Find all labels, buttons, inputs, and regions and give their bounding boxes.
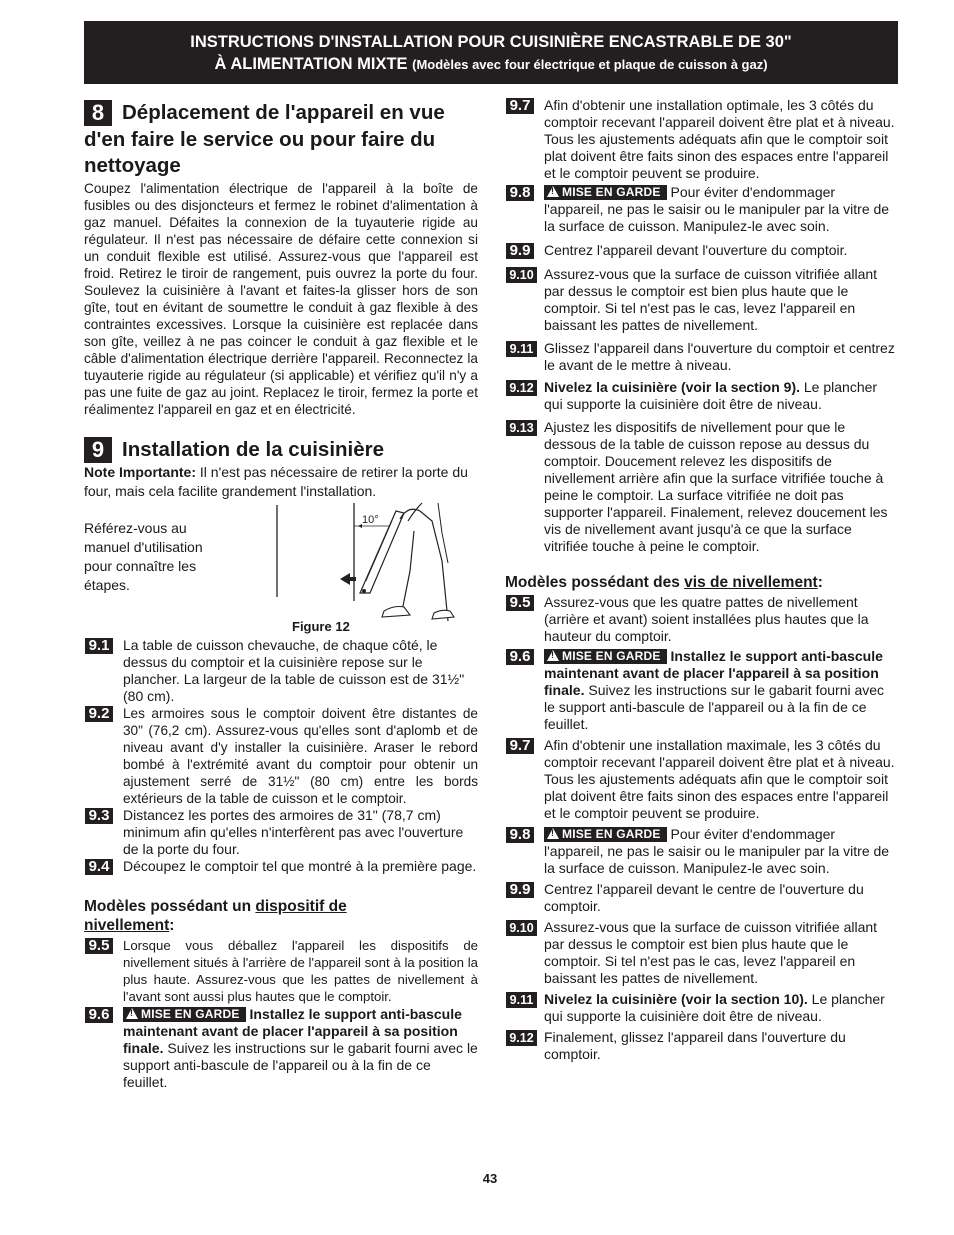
section-9-title <box>84 437 478 464</box>
screws-step-9-8 <box>505 826 898 877</box>
step-9-2-text: Les armoires sous le comptoir doivent être distantes de 30" (76,2 cm). Assurez-vous qu'elles sont d'aplomb et de niveau avant d'y installer la cuisinière. Araser le rebord bombé à l'extrémité avant du comptoir pour obtenir un ajustement serré de 31½" (80 cm) entre les bords extérieurs de la table de cuisson et le comptoir. <box>123 706 478 806</box>
left-column <box>84 100 478 1091</box>
screws-step-9-6-tag: 9.6 <box>506 649 534 665</box>
step-9-10-top-tag: 9.10 <box>506 267 537 283</box>
step-9-4 <box>84 858 478 875</box>
leveler-step-9-5-text: Lorsque vous déballez l'appareil les dispositifs de nivellement situés à l'arrière de l'appareil sont à la position la plus haute. Assurez-vous que les pattes de nivellement à l'avant sont aussi plus hautes que le comptoir. <box>123 938 478 1004</box>
step-9-3-tag: 9.3 <box>85 808 113 824</box>
step-9-11-top <box>505 340 898 374</box>
warning-badge <box>123 1007 246 1022</box>
step-9-12-top <box>505 379 898 413</box>
screws-heading-pre: Modèles possédant des <box>505 574 680 591</box>
warning-badge <box>544 185 667 200</box>
figure-caption: Figure 12 <box>292 619 350 634</box>
screws-step-9-9-text: Centrez l'appareil devant le centre de l'ouverture du comptoir. <box>544 881 864 914</box>
screws-step-9-5-tag: 9.5 <box>506 595 534 611</box>
header-title-line2 <box>84 53 898 76</box>
step-9-12-top-bold: Nivelez la cuisinière (voir la section 9). <box>544 379 800 395</box>
header-title-main: À ALIMENTATION MIXTE <box>214 55 408 73</box>
figure-reference-text: Référez-vous au manuel d'utilisation pour connaître les étapes. <box>84 520 203 593</box>
leveler-heading-post: : <box>169 917 175 934</box>
leveler-step-9-6-bold: Installez le support anti-bascule maintenant avant de placer l'appareil à sa position finale. <box>123 1006 462 1056</box>
step-9-11-top-tag: 9.11 <box>506 341 537 357</box>
warning-badge-label: MISE EN GARDE <box>562 827 661 841</box>
warning-badge-label: MISE EN GARDE <box>141 1007 240 1021</box>
important-note <box>84 463 478 501</box>
screws-step-9-6 <box>505 648 898 733</box>
section-8-title-text: Déplacement de l'appareil en vue d'en faire le service ou pour faire du nettoyage <box>84 101 445 177</box>
screws-step-9-11-text: Le plancher qui supporte la cuisinière doit être de niveau. <box>544 991 885 1024</box>
screws-step-9-11-tag: 9.11 <box>506 992 537 1008</box>
step-9-7-top-text: Afin d'obtenir une installation optimale, les 3 côtés du comptoir recevant l'appareil doivent être plat et à niveau. Tous les ajustements adéquats afin que le comptoir soit plat doivent être faits sinon des espaces entre l'appareil et le comptoir peuvent se produire. <box>544 97 895 181</box>
screws-step-9-5-text: Assurez-vous que les quatre pattes de nivellement (arrière et avant) soient installées plus hautes que la hauteur du comptoir. <box>544 594 869 644</box>
step-9-4-tag: 9.4 <box>85 859 113 875</box>
screws-step-9-6-text: Suivez les instructions sur le gabarit fourni avec le support anti-bascule de l'appareil ou à la fin de ce feuillet. <box>544 682 885 732</box>
screws-heading <box>505 573 898 592</box>
leveler-step-9-5-tag: 9.5 <box>85 938 113 954</box>
warning-badge <box>544 827 667 842</box>
screws-step-9-5 <box>505 594 898 645</box>
screws-step-9-12-text: Finalement, glissez l'appareil dans l'ouverture du comptoir. <box>544 1029 846 1062</box>
right-column <box>505 97 898 1063</box>
important-note-label: Note Importante: <box>84 464 196 480</box>
screws-heading-post: : <box>817 574 823 591</box>
step-9-1-text: La table de cuisson chevauche, de chaque côté, le dessus du comptoir et la cuisinière repose sur le plancher. La largeur de la table de cuisson est de 31½" (80 cm). <box>123 637 465 704</box>
screws-step-9-10 <box>505 919 898 987</box>
screws-step-9-6-bold: Installez le support anti-bascule maintenant avant de placer l'appareil à sa position finale. <box>544 648 883 698</box>
step-9-3 <box>84 807 478 858</box>
warning-badge <box>544 649 667 664</box>
leveler-step-9-5 <box>84 937 478 1005</box>
section-8-title <box>84 100 478 180</box>
step-9-9-top-text: Centrez l'appareil devant l'ouverture du comptoir. <box>544 242 848 258</box>
step-9-8-top-tag: 9.8 <box>506 185 534 201</box>
header-title-line1: INSTRUCTIONS D'INSTALLATION POUR CUISINIÈRE ENCASTRABLE DE 30" <box>190 33 792 51</box>
leveler-step-9-6-text: Suivez les instructions sur le gabarit fourni avec le support anti-bascule de l'appareil ou à la fin de ce feuillet. <box>123 1040 478 1090</box>
warning-triangle-icon <box>547 650 559 661</box>
warning-triangle-icon <box>547 828 559 839</box>
step-9-1 <box>84 637 478 705</box>
step-9-3-text: Distancez les portes des armoires de 31" (78,7 cm) minimum afin qu'elles n'interfèrent pas avec l'ouverture de la porte du four. <box>123 807 464 857</box>
screws-step-9-10-text: Assurez-vous que la surface de cuisson vitrifiée allant par dessus le comptoir est bien plus haute que le comptoir. Si tel n'est pas le cas, levez l'appareil en baissant les pattes de nivellement. <box>544 919 878 986</box>
leveler-heading-link: dispositif de nivellement <box>84 898 347 934</box>
step-9-1-tag: 9.1 <box>85 638 113 654</box>
step-9-8-top <box>505 184 898 235</box>
screws-heading-link: vis de nivellement <box>684 574 818 591</box>
section-8-body: Coupez l'alimentation électrique de l'appareil à la boîte de fusibles ou des disjoncteurs et fermez le robinet d'alimentation à gaz manuel. Défaites la connexion de la tuyauterie rigide au régulateur. Il n'est pas nécessaire de défaire cette connexion si un conduit flexible est utilisé. Assurez-vous que l'appareil est froid. Retirez le tiroir de rangement, puis ouvrez la porte du four. Soulevez la cuisinière à l'avant et faites-la glisser hors de son gîte, tout en évitant de soumettre le conduit à gaz flexible à des contraintes excessives. Lorsque la cuisinière est replacée dans son gîte, veillez à ne pas coincer le conduit à gaz flexible et le câble d'alimentation électrique derrière l'appareil. Reconnectez la tuyauterie rigide au régulateur (si applicable) et vérifiez qu'il n'y a pas une fuite de gaz au joint. Replacez le tiroir, fermez la porte et réalimentez l'appareil en gaz et en électricité. <box>84 180 478 417</box>
step-9-4-text: Découpez le comptoir tel que montré à la première page. <box>123 858 477 874</box>
header-subtitle: (Modèles avec four électrique et plaque de cuisson à gaz) <box>412 57 768 72</box>
screws-step-9-9 <box>505 881 898 915</box>
figure-angle-label: 10° <box>362 514 379 526</box>
section-9-steps <box>84 637 478 875</box>
warning-triangle-icon <box>126 1008 138 1019</box>
step-9-9-top <box>505 242 898 259</box>
page-header <box>84 21 898 84</box>
screws-step-9-11-bold: Nivelez la cuisinière (voir la section 10). <box>544 991 808 1007</box>
screws-step-9-12-tag: 9.12 <box>506 1030 537 1046</box>
figure-12-illustration <box>274 501 474 629</box>
screws-step-9-8-tag: 9.8 <box>506 827 534 843</box>
step-9-13-top <box>505 419 898 555</box>
step-9-13-top-text: Ajustez les dispositifs de nivellement pour que le dessous de la table de cuisson repose au dessus du comptoir. Doucement relevez les dispositifs de nivellement arrière afin que la surface vitrifiée touche à peine le comptoir. La surface vitrifiée ne doit pas supporter l'appareil. Finalement, relevez doucement les vis de nivellement avant jusqu'à ce que la surface vitrifiée touche à peine le comptoir. <box>544 419 888 554</box>
step-9-10-top-text: Assurez-vous que la surface de cuisson vitrifiée allant par dessus le comptoir est bien plus haute que le comptoir. Si tel n'est pas le cas, levez l'appareil en baissant les pattes de nivellement. <box>544 266 878 333</box>
page-number: 43 <box>482 1171 498 1186</box>
screws-step-9-8-text: Pour éviter d'endommager l'appareil, ne pas le saisir ou le manipuler par la vitre de la surface de cuisson. Manipulez-le avec soin. <box>544 826 890 876</box>
step-9-2-tag: 9.2 <box>85 706 113 722</box>
leveler-step-9-6-tag: 9.6 <box>85 1007 113 1023</box>
screws-step-9-12 <box>505 1029 898 1063</box>
section-8-number: 8 <box>84 100 112 126</box>
screws-step-9-7-tag: 9.7 <box>506 738 534 754</box>
step-9-12-top-tag: 9.12 <box>506 380 537 396</box>
warning-triangle-icon <box>547 186 559 197</box>
step-9-8-top-text: Pour éviter d'endommager l'appareil, ne pas le saisir ou le manipuler par la vitre de la surface de cuisson. Manipulez-le avec soin. <box>544 184 890 234</box>
step-9-11-top-text: Glissez l'appareil dans l'ouverture du comptoir et centrez le avant de le mettre à niveau. <box>544 340 895 373</box>
screws-step-9-10-tag: 9.10 <box>506 920 537 936</box>
section-9-title-text: Installation de la cuisinière <box>122 437 385 461</box>
leveler-step-9-6 <box>84 1006 478 1091</box>
screws-step-9-9-tag: 9.9 <box>506 882 534 898</box>
warning-badge-label: MISE EN GARDE <box>562 649 661 663</box>
screws-step-9-7-text: Afin d'obtenir une installation maximale, les 3 côtés du comptoir recevant l'appareil doivent être plat et à niveau. Tous les ajustements adéquats afin que le comptoir soit plat doivent être faits sinon des espaces entre l'appareil et le comptoir peuvent se produire. <box>544 737 895 821</box>
figure-12 <box>84 501 478 634</box>
step-9-12-top-text: Le plancher qui supporte la cuisinière doit être de niveau. <box>544 379 878 412</box>
step-9-10-top <box>505 266 898 334</box>
warning-badge-label: MISE EN GARDE <box>562 185 661 199</box>
step-9-2 <box>84 705 478 807</box>
step-9-9-top-tag: 9.9 <box>506 243 534 259</box>
leveler-heading <box>84 897 414 935</box>
section-9-number: 9 <box>84 437 112 463</box>
important-note-text: Il n'est pas nécessaire de retirer la porte du four, mais cela facilite grandement l'installation. <box>84 464 468 499</box>
step-9-13-top-tag: 9.13 <box>506 420 537 436</box>
screws-step-9-7 <box>505 737 898 822</box>
screws-step-9-11 <box>505 991 898 1025</box>
leveler-heading-pre: Modèles possédant un <box>84 898 252 915</box>
step-9-7-top-tag: 9.7 <box>506 98 534 114</box>
step-9-7-top <box>505 97 898 182</box>
